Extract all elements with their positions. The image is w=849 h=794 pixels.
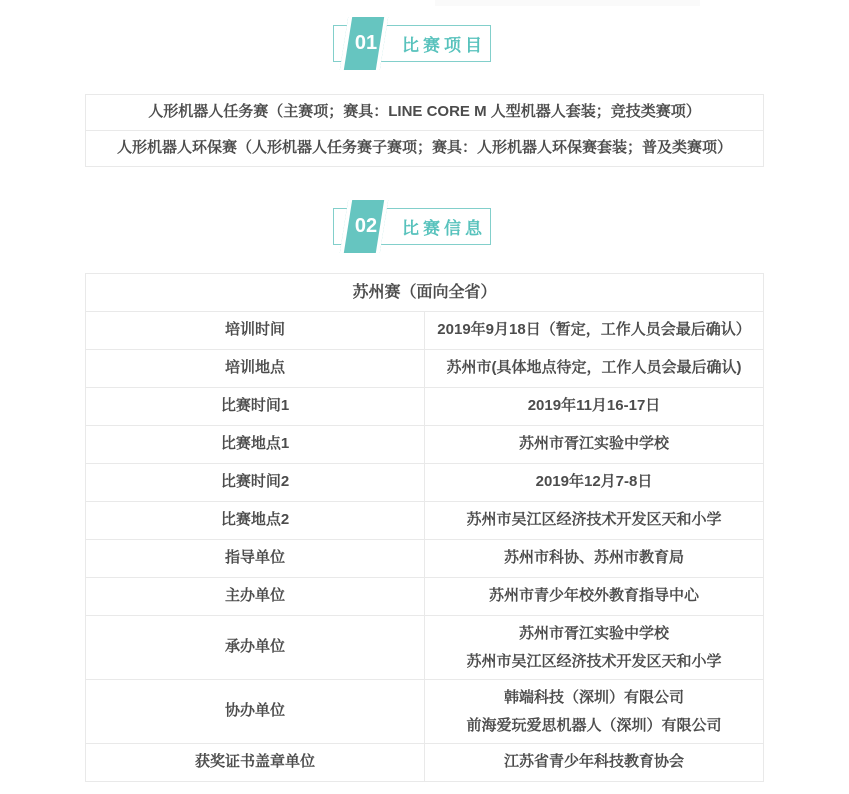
info-table-title: 苏州赛（面向全省）	[86, 274, 764, 312]
info-value-line: 苏州市吴江区经济技术开发区天和小学	[466, 652, 722, 670]
projects-table	[85, 94, 764, 167]
table-row	[86, 540, 764, 578]
section-title: 比赛信息	[402, 219, 486, 238]
section-title: 比赛项目	[402, 36, 486, 55]
info-value: 江苏省青少年科技教育协会	[425, 744, 764, 782]
top-edge-artifact	[435, 0, 700, 6]
info-value: 2019年12月7-8日	[425, 464, 764, 502]
table-row	[86, 464, 764, 502]
info-label: 比赛地点1	[86, 426, 425, 464]
info-value-line: 苏州市胥江实验中学校	[518, 624, 669, 642]
table-row	[86, 426, 764, 464]
info-label: 比赛时间2	[86, 464, 425, 502]
table-header-row	[86, 274, 764, 312]
info-value: 苏州市吴江区经济技术开发区天和小学	[425, 502, 764, 540]
info-label: 主办单位	[86, 578, 425, 616]
table-row	[86, 350, 764, 388]
project-item: 人形机器人任务赛（主赛项；赛具：LINE CORE M 人型机器人套装；竞技类赛项）	[86, 95, 764, 131]
info-label: 承办单位	[86, 616, 425, 680]
info-value: 苏州市科协、苏州市教育局	[425, 540, 764, 578]
project-item: 人形机器人环保赛（人形机器人任务赛子赛项；赛具：人形机器人环保赛套装；普及类赛项）	[86, 131, 764, 167]
info-table	[85, 273, 764, 782]
info-label: 比赛地点2	[86, 502, 425, 540]
info-label: 培训时间	[86, 312, 425, 350]
info-label: 协办单位	[86, 680, 425, 744]
section-number: 01	[354, 32, 378, 54]
info-value: 2019年9月18日（暂定，工作人员会最后确认）	[425, 312, 764, 350]
section-number: 02	[354, 215, 378, 237]
info-value: 2019年11月16-17日	[425, 388, 764, 426]
table-row	[86, 744, 764, 782]
table-row	[86, 578, 764, 616]
table-row	[86, 131, 764, 167]
info-value: 苏州市胥江实验中学校	[425, 426, 764, 464]
info-value	[425, 680, 764, 744]
info-label: 比赛时间1	[86, 388, 425, 426]
table-row	[86, 502, 764, 540]
info-label: 获奖证书盖章单位	[86, 744, 425, 782]
section-badge-info	[333, 208, 491, 245]
table-row	[86, 95, 764, 131]
table-row	[86, 388, 764, 426]
info-value-line: 前海爱玩爱思机器人（深圳）有限公司	[466, 716, 722, 734]
table-row	[86, 312, 764, 350]
section-badge-projects	[333, 25, 491, 62]
info-value: 苏州市青少年校外教育指导中心	[425, 578, 764, 616]
info-value	[425, 616, 764, 680]
table-row	[86, 680, 764, 744]
info-label: 培训地点	[86, 350, 425, 388]
table-row	[86, 616, 764, 680]
info-value: 苏州市(具体地点待定，工作人员会最后确认)	[425, 350, 764, 388]
info-value-line: 韩端科技（深圳）有限公司	[503, 688, 684, 706]
info-label: 指导单位	[86, 540, 425, 578]
